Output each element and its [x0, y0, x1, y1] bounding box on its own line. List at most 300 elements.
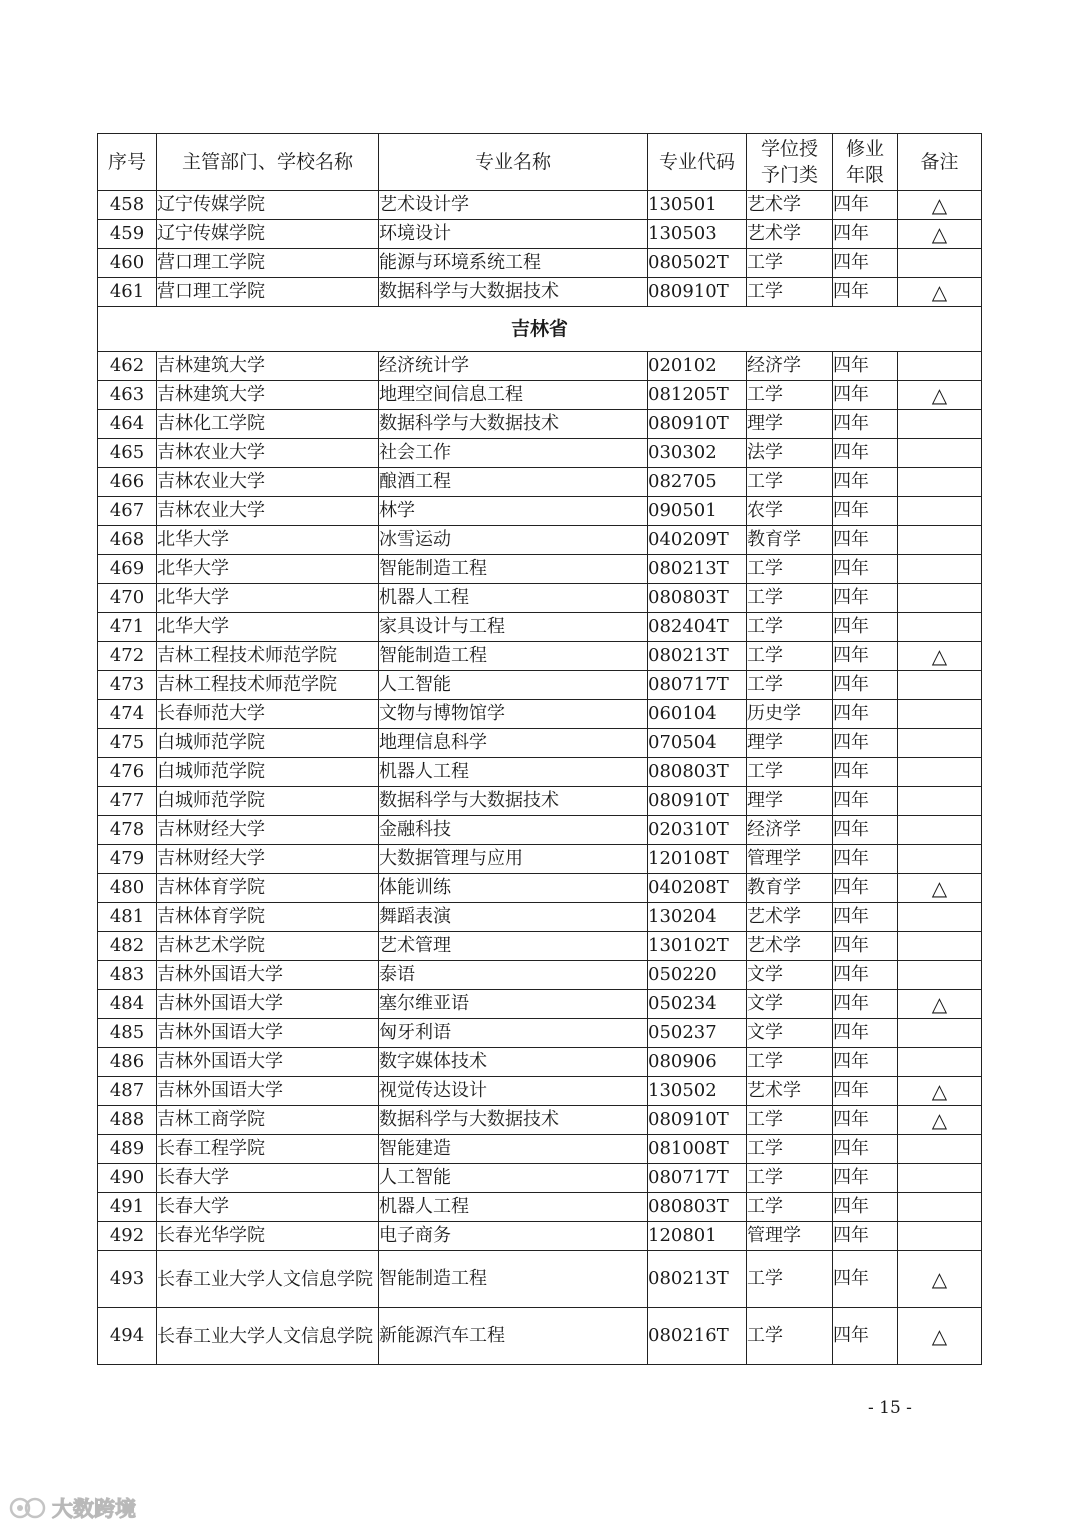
degree-category: 工学 [747, 671, 833, 700]
major-name: 数据科学与大数据技术 [379, 1106, 648, 1135]
province-name: 吉林省 [98, 307, 982, 352]
major-name: 酿酒工程 [379, 468, 648, 497]
school-name: 吉林财经大学 [157, 816, 379, 845]
note-mark [898, 1222, 982, 1251]
major-name: 家具设计与工程 [379, 613, 648, 642]
table-row [98, 468, 982, 497]
row-number: 465 [98, 439, 157, 468]
note-mark [898, 758, 982, 787]
major-code: 120801 [648, 1222, 747, 1251]
degree-category: 工学 [747, 642, 833, 671]
major-name: 舞蹈表演 [379, 903, 648, 932]
degree-category: 艺术学 [747, 932, 833, 961]
table-row [98, 729, 982, 758]
major-name: 数据科学与大数据技术 [379, 278, 648, 307]
major-name: 艺术管理 [379, 932, 648, 961]
degree-category: 法学 [747, 439, 833, 468]
school-name: 吉林工程技术师范学院 [157, 671, 379, 700]
school-name: 辽宁传媒学院 [157, 191, 379, 220]
major-name: 塞尔维亚语 [379, 990, 648, 1019]
note-mark: △ [898, 1308, 982, 1365]
degree-category: 艺术学 [747, 220, 833, 249]
table-row [98, 613, 982, 642]
study-years: 四年 [833, 932, 898, 961]
study-years: 四年 [833, 278, 898, 307]
table-row [98, 584, 982, 613]
note-mark [898, 613, 982, 642]
study-years: 四年 [833, 1048, 898, 1077]
degree-category: 艺术学 [747, 903, 833, 932]
major-code: 080803T [648, 758, 747, 787]
school-name: 吉林化工学院 [157, 410, 379, 439]
note-mark: △ [898, 220, 982, 249]
major-code: 080906 [648, 1048, 747, 1077]
school-name: 吉林工程技术师范学院 [157, 642, 379, 671]
school-name: 北华大学 [157, 613, 379, 642]
study-years: 四年 [833, 903, 898, 932]
school-name: 营口理工学院 [157, 249, 379, 278]
study-years: 四年 [833, 1077, 898, 1106]
major-name: 匈牙利语 [379, 1019, 648, 1048]
major-code: 130204 [648, 903, 747, 932]
major-name: 视觉传达设计 [379, 1077, 648, 1106]
note-mark [898, 468, 982, 497]
degree-category: 文学 [747, 990, 833, 1019]
major-name: 地理空间信息工程 [379, 381, 648, 410]
degree-category: 工学 [747, 555, 833, 584]
degree-category: 工学 [747, 613, 833, 642]
province-section [98, 307, 982, 352]
specialty-table [97, 133, 982, 1365]
row-number: 471 [98, 613, 157, 642]
major-name: 金融科技 [379, 816, 648, 845]
school-name: 吉林外国语大学 [157, 961, 379, 990]
row-number: 492 [98, 1222, 157, 1251]
degree-category: 管理学 [747, 845, 833, 874]
major-code: 130102T [648, 932, 747, 961]
major-name: 地理信息科学 [379, 729, 648, 758]
province-row [98, 307, 982, 352]
row-number: 459 [98, 220, 157, 249]
major-name: 智能制造工程 [379, 1251, 648, 1308]
row-number: 480 [98, 874, 157, 903]
study-years: 四年 [833, 1019, 898, 1048]
degree-category: 艺术学 [747, 1077, 833, 1106]
rows-tall [98, 1251, 982, 1365]
note-mark [898, 1193, 982, 1222]
major-name: 社会工作 [379, 439, 648, 468]
major-name: 泰语 [379, 961, 648, 990]
degree-category: 工学 [747, 1135, 833, 1164]
study-years: 四年 [833, 758, 898, 787]
study-years: 四年 [833, 220, 898, 249]
degree-category: 工学 [747, 249, 833, 278]
row-number: 473 [98, 671, 157, 700]
school-name: 吉林农业大学 [157, 497, 379, 526]
study-years: 四年 [833, 961, 898, 990]
table-row [98, 758, 982, 787]
note-mark [898, 932, 982, 961]
study-years: 四年 [833, 1164, 898, 1193]
watermark-text: 大数跨境 [52, 1497, 136, 1521]
table-row [98, 526, 982, 555]
major-code: 082705 [648, 468, 747, 497]
major-name: 能源与环境系统工程 [379, 249, 648, 278]
row-number: 493 [98, 1251, 157, 1308]
degree-category: 工学 [747, 468, 833, 497]
table-row [98, 990, 982, 1019]
table-row [98, 787, 982, 816]
major-name: 环境设计 [379, 220, 648, 249]
row-number: 482 [98, 932, 157, 961]
note-mark [898, 845, 982, 874]
major-name: 文物与博物馆学 [379, 700, 648, 729]
study-years: 四年 [833, 439, 898, 468]
major-code: 020310T [648, 816, 747, 845]
row-number: 458 [98, 191, 157, 220]
table-row [98, 845, 982, 874]
degree-category: 工学 [747, 381, 833, 410]
table-row [98, 1308, 982, 1365]
major-code: 130501 [648, 191, 747, 220]
row-number: 486 [98, 1048, 157, 1077]
note-mark [898, 410, 982, 439]
degree-category: 管理学 [747, 1222, 833, 1251]
major-code: 050234 [648, 990, 747, 1019]
degree-category: 理学 [747, 787, 833, 816]
note-mark [898, 1019, 982, 1048]
school-name: 吉林外国语大学 [157, 1077, 379, 1106]
study-years: 四年 [833, 1308, 898, 1365]
degree-category: 经济学 [747, 352, 833, 381]
row-number: 463 [98, 381, 157, 410]
table-row [98, 439, 982, 468]
row-number: 461 [98, 278, 157, 307]
study-years: 四年 [833, 1251, 898, 1308]
study-years: 四年 [833, 249, 898, 278]
row-number: 475 [98, 729, 157, 758]
header-category: 学位授予门类 [747, 134, 833, 191]
major-code: 040208T [648, 874, 747, 903]
table-row [98, 1077, 982, 1106]
major-code: 080910T [648, 410, 747, 439]
school-name: 吉林艺术学院 [157, 932, 379, 961]
major-code: 080213T [648, 1251, 747, 1308]
table-row [98, 642, 982, 671]
degree-category: 历史学 [747, 700, 833, 729]
major-name: 机器人工程 [379, 758, 648, 787]
note-mark [898, 729, 982, 758]
degree-category: 工学 [747, 1193, 833, 1222]
major-code: 082404T [648, 613, 747, 642]
major-name: 艺术设计学 [379, 191, 648, 220]
note-mark [898, 526, 982, 555]
school-name: 长春师范大学 [157, 700, 379, 729]
major-name: 电子商务 [379, 1222, 648, 1251]
major-name: 智能制造工程 [379, 555, 648, 584]
major-name: 经济统计学 [379, 352, 648, 381]
study-years: 四年 [833, 613, 898, 642]
study-years: 四年 [833, 191, 898, 220]
school-name: 北华大学 [157, 555, 379, 584]
table-row [98, 278, 982, 307]
major-code: 020102 [648, 352, 747, 381]
page-number: - 15 - [868, 1398, 912, 1418]
table-row [98, 249, 982, 278]
header-note: 备注 [898, 134, 982, 191]
row-number: 478 [98, 816, 157, 845]
row-number: 472 [98, 642, 157, 671]
watermark-logo-icon [8, 1495, 48, 1521]
row-number: 490 [98, 1164, 157, 1193]
note-mark: △ [898, 1077, 982, 1106]
school-name: 白城师范学院 [157, 729, 379, 758]
degree-category: 工学 [747, 1308, 833, 1365]
row-number: 481 [98, 903, 157, 932]
note-mark [898, 1164, 982, 1193]
degree-category: 工学 [747, 758, 833, 787]
table-row [98, 671, 982, 700]
school-name: 白城师范学院 [157, 758, 379, 787]
row-number: 489 [98, 1135, 157, 1164]
table-row [98, 410, 982, 439]
school-name: 吉林建筑大学 [157, 352, 379, 381]
degree-category: 工学 [747, 1106, 833, 1135]
major-code: 080910T [648, 787, 747, 816]
degree-category: 工学 [747, 278, 833, 307]
school-name: 吉林体育学院 [157, 874, 379, 903]
major-name: 体能训练 [379, 874, 648, 903]
study-years: 四年 [833, 1135, 898, 1164]
row-number: 474 [98, 700, 157, 729]
major-name: 智能建造 [379, 1135, 648, 1164]
note-mark: △ [898, 990, 982, 1019]
major-code: 080717T [648, 1164, 747, 1193]
note-mark: △ [898, 381, 982, 410]
row-number: 462 [98, 352, 157, 381]
study-years: 四年 [833, 1222, 898, 1251]
study-years: 四年 [833, 381, 898, 410]
study-years: 四年 [833, 642, 898, 671]
major-code: 080803T [648, 1193, 747, 1222]
major-name: 大数据管理与应用 [379, 845, 648, 874]
study-years: 四年 [833, 468, 898, 497]
school-name: 营口理工学院 [157, 278, 379, 307]
header-no: 序号 [98, 134, 157, 191]
degree-category: 农学 [747, 497, 833, 526]
note-mark [898, 555, 982, 584]
table-row [98, 381, 982, 410]
major-name: 人工智能 [379, 671, 648, 700]
study-years: 四年 [833, 700, 898, 729]
watermark [8, 1493, 136, 1523]
note-mark: △ [898, 191, 982, 220]
major-name: 人工智能 [379, 1164, 648, 1193]
study-years: 四年 [833, 671, 898, 700]
note-mark [898, 352, 982, 381]
note-mark [898, 249, 982, 278]
table-row [98, 1251, 982, 1308]
note-mark [898, 700, 982, 729]
school-name: 北华大学 [157, 526, 379, 555]
table-row [98, 816, 982, 845]
major-code: 060104 [648, 700, 747, 729]
major-code: 080502T [648, 249, 747, 278]
school-name: 吉林外国语大学 [157, 1019, 379, 1048]
note-mark [898, 1135, 982, 1164]
note-mark [898, 1048, 982, 1077]
row-number: 485 [98, 1019, 157, 1048]
table-row [98, 932, 982, 961]
degree-category: 教育学 [747, 526, 833, 555]
school-name: 白城师范学院 [157, 787, 379, 816]
degree-category: 工学 [747, 1164, 833, 1193]
degree-category: 理学 [747, 729, 833, 758]
note-mark: △ [898, 1251, 982, 1308]
degree-category: 文学 [747, 961, 833, 990]
row-number: 470 [98, 584, 157, 613]
header-major: 专业名称 [379, 134, 648, 191]
header-school: 主管部门、学校名称 [157, 134, 379, 191]
table-row [98, 1135, 982, 1164]
degree-category: 艺术学 [747, 191, 833, 220]
study-years: 四年 [833, 497, 898, 526]
note-mark [898, 816, 982, 845]
study-years: 四年 [833, 729, 898, 758]
major-code: 070504 [648, 729, 747, 758]
row-number: 464 [98, 410, 157, 439]
row-number: 483 [98, 961, 157, 990]
major-code: 030302 [648, 439, 747, 468]
table-row [98, 352, 982, 381]
table-row [98, 700, 982, 729]
table-row [98, 497, 982, 526]
rows-main [98, 352, 982, 1251]
study-years: 四年 [833, 584, 898, 613]
school-name: 吉林建筑大学 [157, 381, 379, 410]
row-number: 488 [98, 1106, 157, 1135]
study-years: 四年 [833, 845, 898, 874]
table-header [98, 134, 982, 191]
degree-category: 工学 [747, 584, 833, 613]
row-number: 469 [98, 555, 157, 584]
note-mark: △ [898, 1106, 982, 1135]
table-row [98, 874, 982, 903]
major-code: 050220 [648, 961, 747, 990]
major-code: 080910T [648, 1106, 747, 1135]
school-name: 吉林外国语大学 [157, 1048, 379, 1077]
degree-category: 工学 [747, 1251, 833, 1308]
table-row [98, 555, 982, 584]
major-code: 120108T [648, 845, 747, 874]
major-name: 数据科学与大数据技术 [379, 410, 648, 439]
school-name: 长春光华学院 [157, 1222, 379, 1251]
major-name: 冰雪运动 [379, 526, 648, 555]
major-code: 050237 [648, 1019, 747, 1048]
school-name: 长春工程学院 [157, 1135, 379, 1164]
row-number: 479 [98, 845, 157, 874]
school-name: 长春大学 [157, 1164, 379, 1193]
school-name: 吉林农业大学 [157, 468, 379, 497]
degree-category: 文学 [747, 1019, 833, 1048]
study-years: 四年 [833, 352, 898, 381]
school-name: 长春工业大学人文信息学院 [157, 1308, 379, 1365]
school-name: 吉林外国语大学 [157, 990, 379, 1019]
row-number: 494 [98, 1308, 157, 1365]
degree-category: 工学 [747, 1048, 833, 1077]
study-years: 四年 [833, 410, 898, 439]
study-years: 四年 [833, 816, 898, 845]
note-mark [898, 671, 982, 700]
school-name: 吉林农业大学 [157, 439, 379, 468]
major-code: 080717T [648, 671, 747, 700]
table-row [98, 1106, 982, 1135]
row-number: 467 [98, 497, 157, 526]
degree-category: 经济学 [747, 816, 833, 845]
major-name: 数据科学与大数据技术 [379, 787, 648, 816]
school-name: 吉林体育学院 [157, 903, 379, 932]
major-code: 080216T [648, 1308, 747, 1365]
major-code: 080803T [648, 584, 747, 613]
degree-category: 理学 [747, 410, 833, 439]
table-row [98, 220, 982, 249]
note-mark: △ [898, 642, 982, 671]
row-number: 491 [98, 1193, 157, 1222]
table-row [98, 1222, 982, 1251]
study-years: 四年 [833, 555, 898, 584]
note-mark: △ [898, 278, 982, 307]
note-mark [898, 903, 982, 932]
school-name: 北华大学 [157, 584, 379, 613]
study-years: 四年 [833, 526, 898, 555]
major-name: 林学 [379, 497, 648, 526]
row-number: 487 [98, 1077, 157, 1106]
row-number: 477 [98, 787, 157, 816]
major-code: 081205T [648, 381, 747, 410]
study-years: 四年 [833, 1106, 898, 1135]
note-mark: △ [898, 874, 982, 903]
rows-top [98, 191, 982, 307]
major-code: 130502 [648, 1077, 747, 1106]
school-name: 吉林财经大学 [157, 845, 379, 874]
header-code: 专业代码 [648, 134, 747, 191]
study-years: 四年 [833, 990, 898, 1019]
major-code: 080910T [648, 278, 747, 307]
header-years: 修业年限 [833, 134, 898, 191]
table-row [98, 1048, 982, 1077]
study-years: 四年 [833, 1193, 898, 1222]
major-name: 数字媒体技术 [379, 1048, 648, 1077]
major-code: 130503 [648, 220, 747, 249]
note-mark [898, 961, 982, 990]
major-name: 机器人工程 [379, 584, 648, 613]
major-name: 新能源汽车工程 [379, 1308, 648, 1365]
study-years: 四年 [833, 874, 898, 903]
major-code: 080213T [648, 642, 747, 671]
row-number: 476 [98, 758, 157, 787]
table-row [98, 1193, 982, 1222]
major-name: 机器人工程 [379, 1193, 648, 1222]
table-row [98, 1019, 982, 1048]
school-name: 长春大学 [157, 1193, 379, 1222]
note-mark [898, 584, 982, 613]
table-row [98, 191, 982, 220]
major-code: 081008T [648, 1135, 747, 1164]
note-mark [898, 497, 982, 526]
major-code: 040209T [648, 526, 747, 555]
note-mark [898, 439, 982, 468]
row-number: 484 [98, 990, 157, 1019]
